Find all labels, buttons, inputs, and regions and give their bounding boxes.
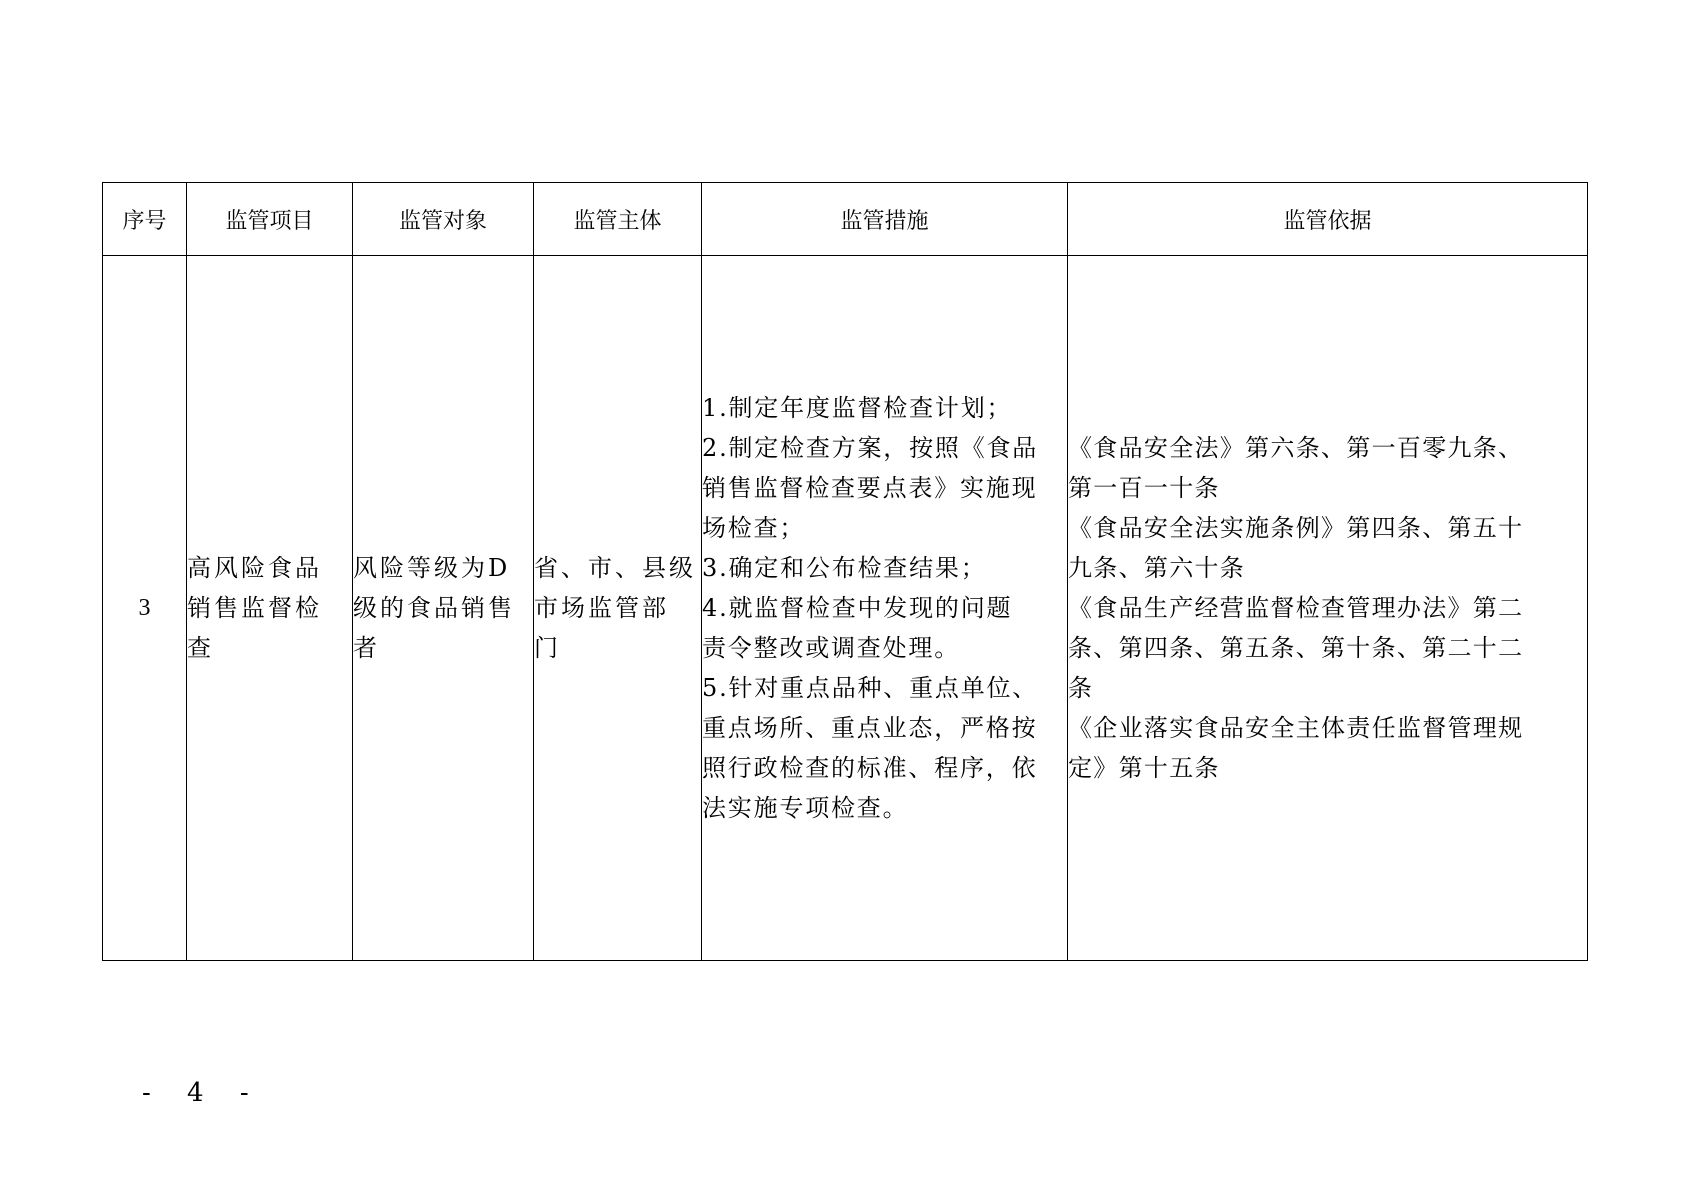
measure-line: 责令整改或调查处理。: [702, 634, 960, 662]
cell-item-line: 查: [187, 634, 214, 662]
measure-line: 1.制定年度监督检查计划；: [702, 394, 1013, 422]
basis-line: 《食品安全法实施条例》第四条、第五十: [1068, 514, 1524, 542]
header-no: 序号: [103, 183, 187, 256]
basis-line: 《食品安全法》第六条、第一百零九条、: [1068, 434, 1524, 462]
measure-line: 场检查；: [702, 514, 806, 542]
basis-line: 定》第十五条: [1068, 754, 1220, 782]
page-number: - 4 -: [142, 1078, 263, 1108]
measure-line: 3.确定和公布检查结果；: [702, 554, 987, 582]
cell-subject: [534, 256, 702, 961]
header-item: 监管项目: [187, 183, 353, 256]
cell-basis: [1068, 256, 1588, 961]
basis-line: 条: [1068, 674, 1094, 702]
cell-item-line: 高风险食品: [187, 554, 322, 582]
cell-target-line: 风险等级为D: [353, 554, 511, 582]
cell-target-line: 者: [353, 634, 380, 662]
cell-item: [187, 256, 353, 961]
measure-line: 2.制定检查方案，按照《食品: [702, 434, 1039, 462]
basis-line: 《食品生产经营监督检查管理办法》第二: [1068, 594, 1524, 622]
table-header-row: [103, 183, 1588, 256]
measure-line: 5.针对重点品种、重点单位、: [702, 674, 1039, 702]
cell-target-line: 级的食品销售: [353, 594, 515, 622]
supervision-table: [102, 182, 1588, 961]
basis-line: 第一百一十条: [1068, 474, 1220, 502]
header-measures: 监管措施: [702, 183, 1068, 256]
basis-line: 《企业落实食品安全主体责任监督管理规: [1068, 714, 1524, 742]
cell-target: [353, 256, 534, 961]
measure-line: 照行政检查的标准、程序，依: [702, 754, 1038, 782]
measure-line: 法实施专项检查。: [702, 794, 909, 822]
measure-line: 销售监督检查要点表》实施现: [702, 474, 1038, 502]
header-subject: 监管主体: [534, 183, 702, 256]
measure-line: 4.就监督检查中发现的问题: [702, 594, 1013, 622]
cell-subject-line: 市场监管部: [534, 594, 669, 622]
cell-subject-line: 省、市、县级: [534, 554, 696, 582]
basis-line: 九条、第六十条: [1068, 554, 1246, 582]
measure-line: 重点场所、重点业态，严格按: [702, 714, 1038, 742]
cell-subject-line: 门: [534, 634, 561, 662]
table-row: [103, 256, 1588, 961]
cell-item-line: 销售监督检: [187, 594, 322, 622]
cell-measures: [702, 256, 1068, 961]
basis-line: 条、第四条、第五条、第十条、第二十二: [1068, 634, 1524, 662]
header-target: 监管对象: [353, 183, 534, 256]
cell-no: 3: [103, 256, 187, 961]
header-basis: 监管依据: [1068, 183, 1588, 256]
